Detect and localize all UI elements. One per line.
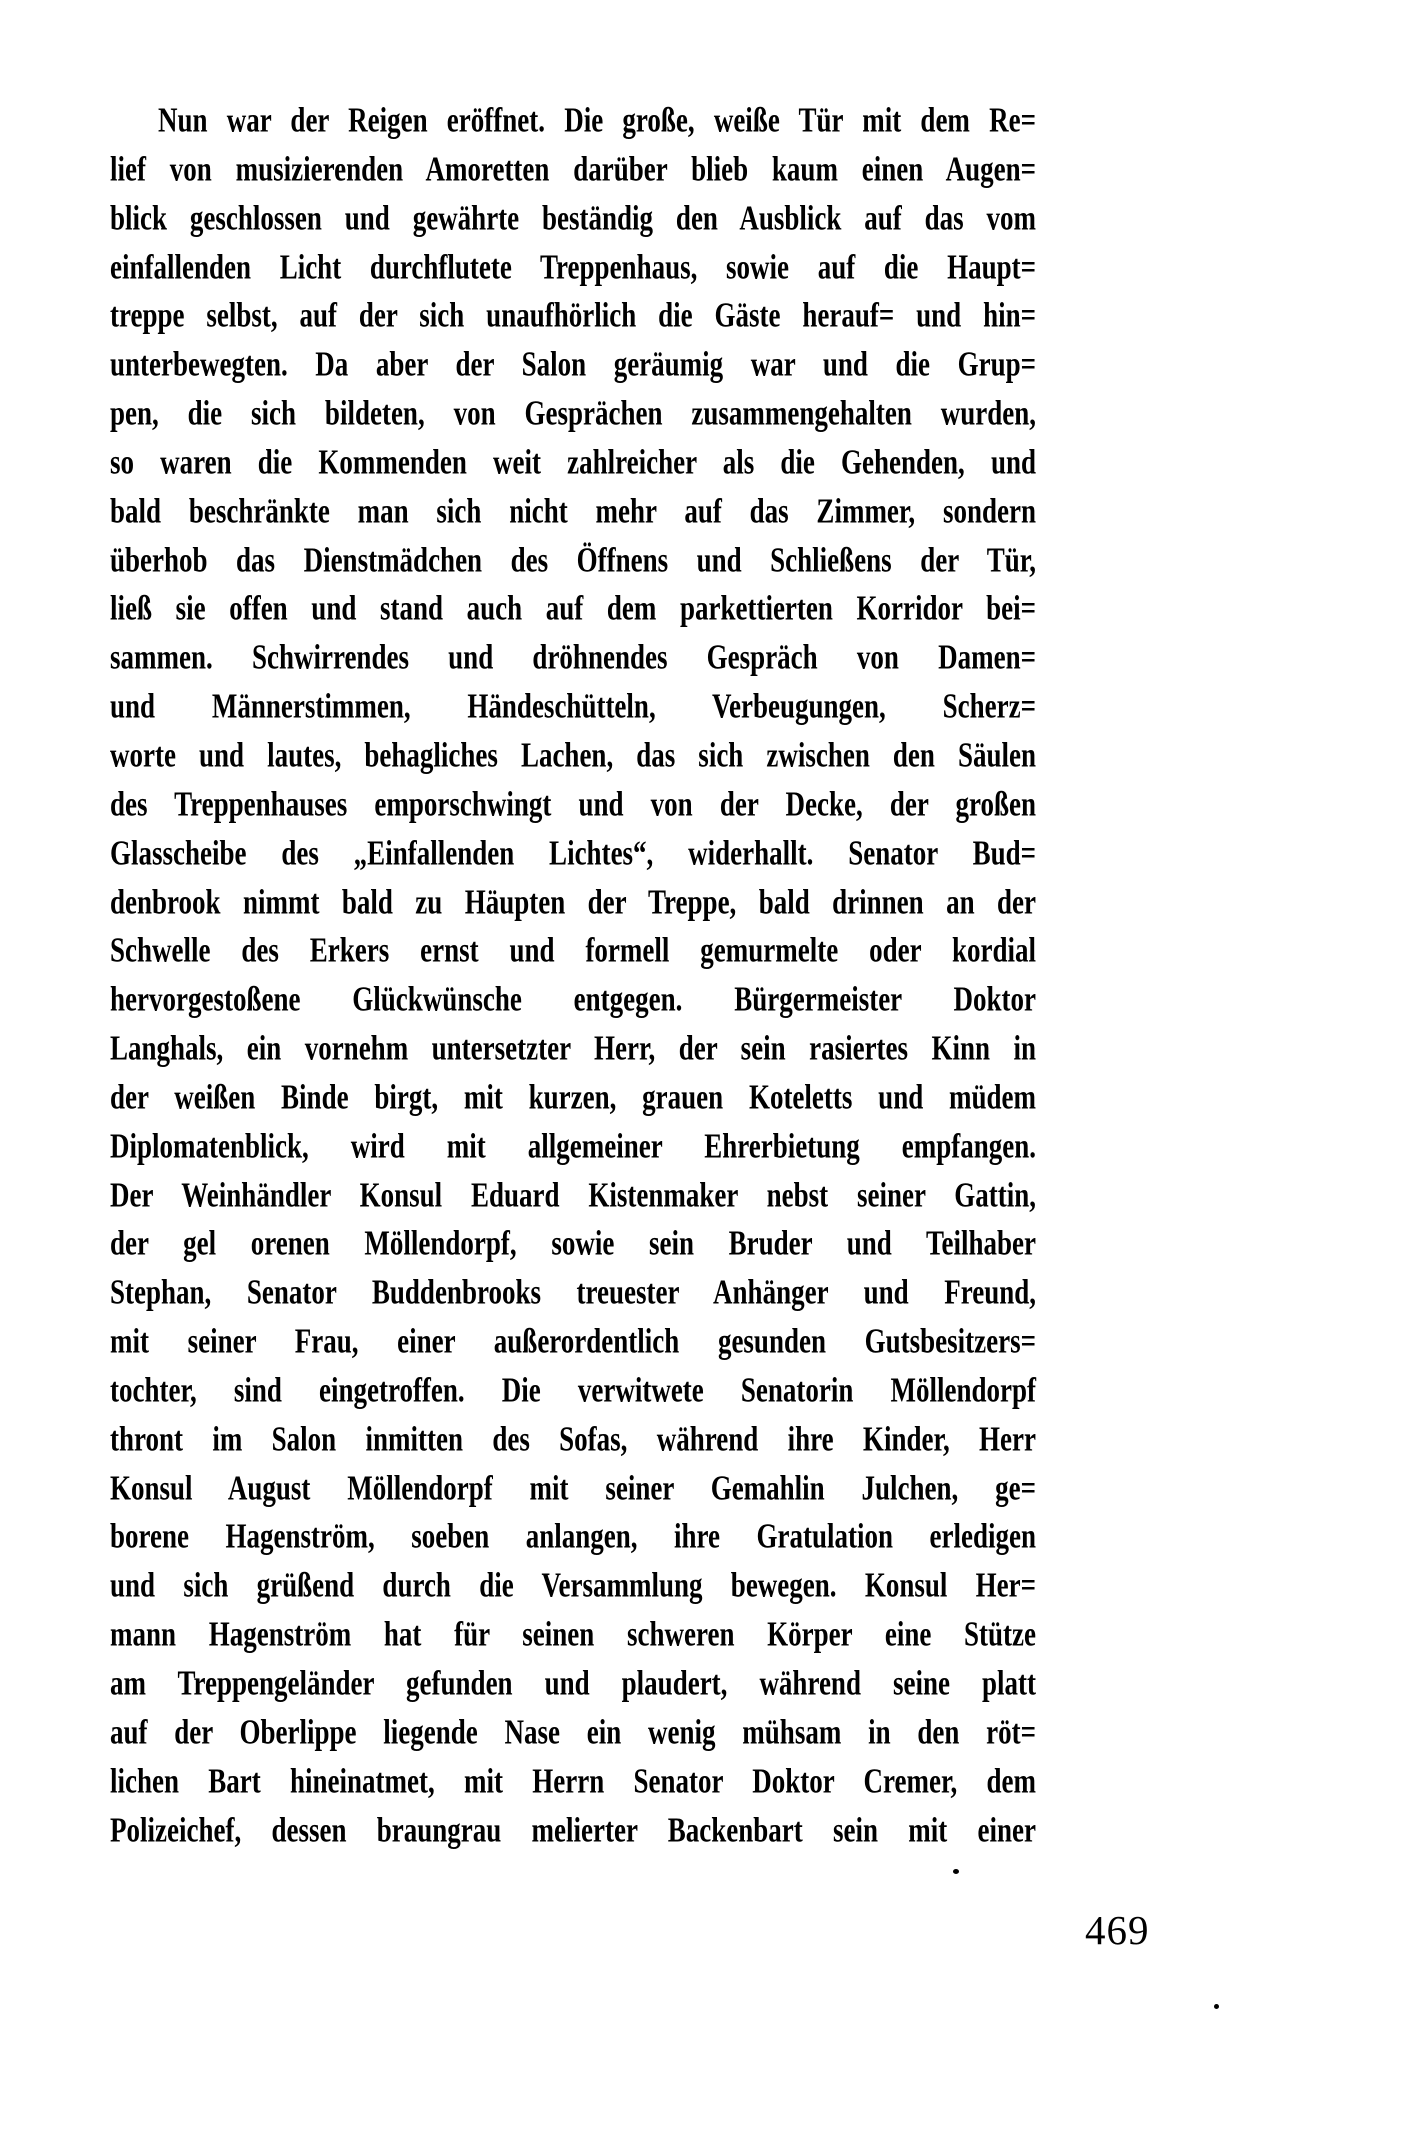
text-line: worte und lautes, behagliches Lachen, das sich zwischen den Säulen	[110, 735, 1036, 775]
text-line: des Treppenhauses emporschwingt und von der Decke, der großen	[110, 784, 1036, 823]
text-line: Polizeichef, dessen braungrau melierter Backenbart sein mit einer	[110, 1810, 1036, 1849]
paragraph-text	[110, 96, 1036, 1854]
text-line: lichen Bart hineinatmet, mit Herrn Senator Doktor Cremer, dem	[110, 1761, 1036, 1800]
text-line: der weißen Binde birgt, mit kurzen, grauen Koteletts und müdem	[110, 1077, 1036, 1116]
text-line: thront im Salon inmitten des Sofas, während ihre Kinder, Herr	[110, 1419, 1036, 1458]
text-line: Nun war der Reigen eröffnet. Die große, weiße Tür mit dem Re=	[158, 100, 1036, 140]
text-line: blick geschlossen und gewährte beständig den Ausblick auf das vom	[110, 198, 1036, 237]
text-line: Diplomatenblick, wird mit allgemeiner Ehrerbietung empfangen.	[110, 1126, 1036, 1165]
text-line: Glasscheibe des „Einfallenden Lichtes“, widerhallt. Senator Bud=	[110, 833, 1036, 872]
text-line: Konsul August Möllendorpf mit seiner Gemahlin Julchen, ge=	[110, 1468, 1036, 1507]
text-line: und sich grüßend durch die Versammlung bewegen. Konsul Her=	[110, 1565, 1036, 1605]
text-line: Schwelle des Erkers ernst und formell gemurmelte oder kordial	[110, 931, 1036, 970]
text-line: Der Weinhändler Konsul Eduard Kistenmaker nebst seiner Gattin,	[110, 1175, 1036, 1214]
text-line: mit seiner Frau, einer außerordentlich gesunden Gutsbesitzers=	[110, 1321, 1036, 1361]
text-line: auf der Oberlippe liegende Nase ein wenig mühsam in den röt=	[110, 1712, 1036, 1751]
text-line: einfallenden Licht durchflutete Treppenhaus, sowie auf die Haupt=	[110, 247, 1036, 286]
text-line: hervorgestoßene Glückwünsche entgegen. Bürgermeister Doktor	[110, 979, 1036, 1019]
text-line: borene Hagenström, soeben anlangen, ihre Gratulation erledigen	[110, 1517, 1036, 1556]
text-line: Langhals, ein vornehm untersetzter Herr, der sein rasiertes Kinn in	[110, 1028, 1036, 1068]
text-line: der gel orenen Möllendorpf, sowie sein Bruder und Teilhaber	[110, 1224, 1036, 1263]
page-number: 469	[1085, 1907, 1150, 1953]
text-line: ließ sie offen und stand auch auf dem parkettierten Korridor bei=	[110, 589, 1036, 628]
text-line: denbrook nimmt bald zu Häupten der Treppe, bald drinnen an der	[110, 882, 1036, 921]
text-line: bald beschränkte man sich nicht mehr auf das Zimmer, sondern	[110, 491, 1036, 530]
text-line: unterbewegten. Da aber der Salon geräumig war und die Grup=	[110, 344, 1036, 384]
ink-speck	[953, 1869, 959, 1874]
text-line: sammen. Schwirrendes und dröhnendes Gespräch von Damen=	[110, 637, 1036, 677]
text-line: Stephan, Senator Buddenbrooks treuester Anhänger und Freund,	[110, 1272, 1036, 1312]
ink-speck	[1214, 2004, 1219, 2009]
text-line: am Treppengeländer gefunden und plaudert, während seine platt	[110, 1663, 1036, 1703]
text-line: so waren die Kommenden weit zahlreicher als die Gehenden, und	[110, 442, 1036, 481]
text-line: mann Hagenström hat für seinen schweren Körper eine Stütze	[110, 1614, 1036, 1654]
text-line: überhob das Dienstmädchen des Öffnens und Schließens der Tür,	[110, 540, 1036, 579]
text-line: pen, die sich bildeten, von Gesprächen zusammengehalten wurden,	[110, 393, 1036, 433]
text-line: lief von musizierenden Amoretten darüber blieb kaum einen Augen=	[110, 149, 1036, 188]
text-line: und Männerstimmen, Händeschütteln, Verbeugungen, Scherz=	[110, 686, 1036, 726]
text-line: treppe selbst, auf der sich unaufhörlich die Gäste herauf= und hin=	[110, 296, 1036, 335]
text-line: tochter, sind eingetroffen. Die verwitwete Senatorin Möllendorpf	[110, 1370, 1036, 1410]
